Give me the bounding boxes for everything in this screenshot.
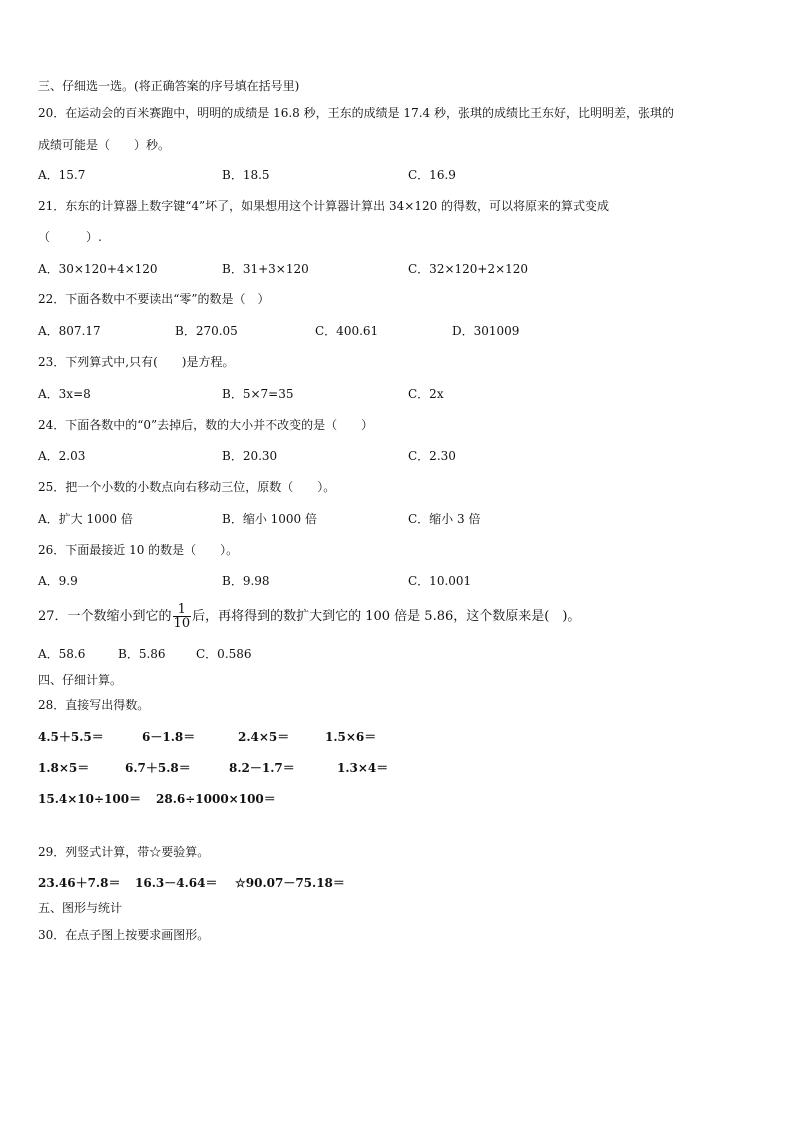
calc-item: 1.5×6＝: [325, 730, 377, 744]
question-20-option-b: B．18.5: [222, 168, 270, 182]
vertical-calc-item: ☆90.07－75.18＝: [235, 876, 345, 890]
fraction-numerator: 1: [173, 603, 192, 617]
fraction-denominator: 10: [173, 616, 191, 631]
question-23-text: 23．下列算式中,只有( )是方程。: [38, 355, 235, 369]
question-24-option-a: A．2.03: [38, 449, 86, 463]
question-25-option-a: A．扩大 1000 倍: [38, 512, 133, 526]
question-25-text: 25．把一个小数的小数点向右移动三位，原数（ ）。: [38, 480, 336, 494]
question-21-line2: （ ）.: [38, 230, 102, 244]
question-22-text: 22．下面各数中不要读出“零”的数是（ ）: [38, 292, 270, 306]
question-27-option-c: C．0.586: [196, 647, 252, 661]
calc-item: 4.5＋5.5＝: [38, 730, 104, 744]
question-23-option-a: A．3x=8: [38, 387, 91, 401]
calc-item: 15.4×10÷100＝: [38, 792, 142, 806]
question-24-option-c: C．2.30: [408, 449, 456, 463]
question-22-option-d: D．301009: [452, 324, 520, 338]
question-22-option-a: A．807.17: [38, 324, 101, 338]
question-23-option-b: B．5×7=35: [222, 387, 294, 401]
vertical-calc-item: 23.46＋7.8＝: [38, 876, 121, 890]
question-24-text: 24．下面各数中的“0”去掉后，数的大小并不改变的是（ ）: [38, 418, 374, 432]
section-heading-4: 四、仔细计算。: [38, 673, 123, 687]
question-27-after: 后，再将得到的数扩大到它的 100 倍是 5.86，这个数原来是( )。: [192, 609, 581, 624]
question-23-option-c: C．2x: [408, 387, 444, 401]
question-25-option-b: B．缩小 1000 倍: [222, 512, 317, 526]
question-26-option-c: C．10.001: [408, 574, 472, 588]
question-20-line1: 20．在运动会的百米赛跑中，明明的成绩是 16.8 秒，王东的成绩是 17.4 秒，张琪的成绩比王东好，比明明差，张琪的: [38, 106, 674, 120]
question-27-option-a: A．58.6: [38, 647, 86, 661]
calc-item: 28.6÷1000×100＝: [156, 792, 276, 806]
question-26-text: 26．下面最接近 10 的数是（ ）。: [38, 543, 239, 557]
calc-item: 1.3×4＝: [337, 761, 389, 775]
calc-item: 6.7＋5.8＝: [125, 761, 191, 775]
vertical-calc-item: 16.3－4.64＝: [135, 876, 218, 890]
question-25-option-c: C．缩小 3 倍: [408, 512, 481, 526]
calc-item: 8.2－1.7＝: [229, 761, 295, 775]
question-20-line2: 成绩可能是（ ）秒。: [38, 138, 171, 152]
question-24-option-b: B．20.30: [222, 449, 278, 463]
question-21-line1: 21．东东的计算器上数字键“4”坏了，如果想用这个计算器计算出 34×120 的得数，可以将原来的算式变成: [38, 199, 610, 213]
question-30-text: 30．在点子图上按要求画图形。: [38, 928, 210, 942]
calc-item: 6－1.8＝: [142, 730, 196, 744]
question-20-option-c: C．16.9: [408, 168, 456, 182]
calc-item: 1.8×5＝: [38, 761, 90, 775]
question-29-text: 29．列竖式计算，带☆要验算。: [38, 845, 210, 859]
question-22-option-c: C．400.61: [315, 324, 379, 338]
calc-item: 2.4×5＝: [238, 730, 290, 744]
question-28-text: 28．直接写出得数。: [38, 698, 150, 712]
question-21-option-a: A．30×120+4×120: [38, 262, 158, 276]
fraction-one-tenth: [173, 603, 192, 630]
question-27-text: [38, 600, 580, 634]
question-22-option-b: B．270.05: [175, 324, 238, 338]
question-27-option-b: B．5.86: [118, 647, 166, 661]
question-26-option-a: A．9.9: [38, 574, 78, 588]
question-27-before: 27．一个数缩小到它的: [38, 609, 172, 624]
question-26-option-b: B．9.98: [222, 574, 270, 588]
section-heading-5: 五、图形与统计: [38, 901, 123, 915]
section-heading-3: 三、仔细选一选。(将正确答案的序号填在括号里): [38, 79, 300, 93]
question-21-option-c: C．32×120+2×120: [408, 262, 529, 276]
question-20-option-a: A．15.7: [38, 168, 86, 182]
question-21-option-b: B．31+3×120: [222, 262, 309, 276]
